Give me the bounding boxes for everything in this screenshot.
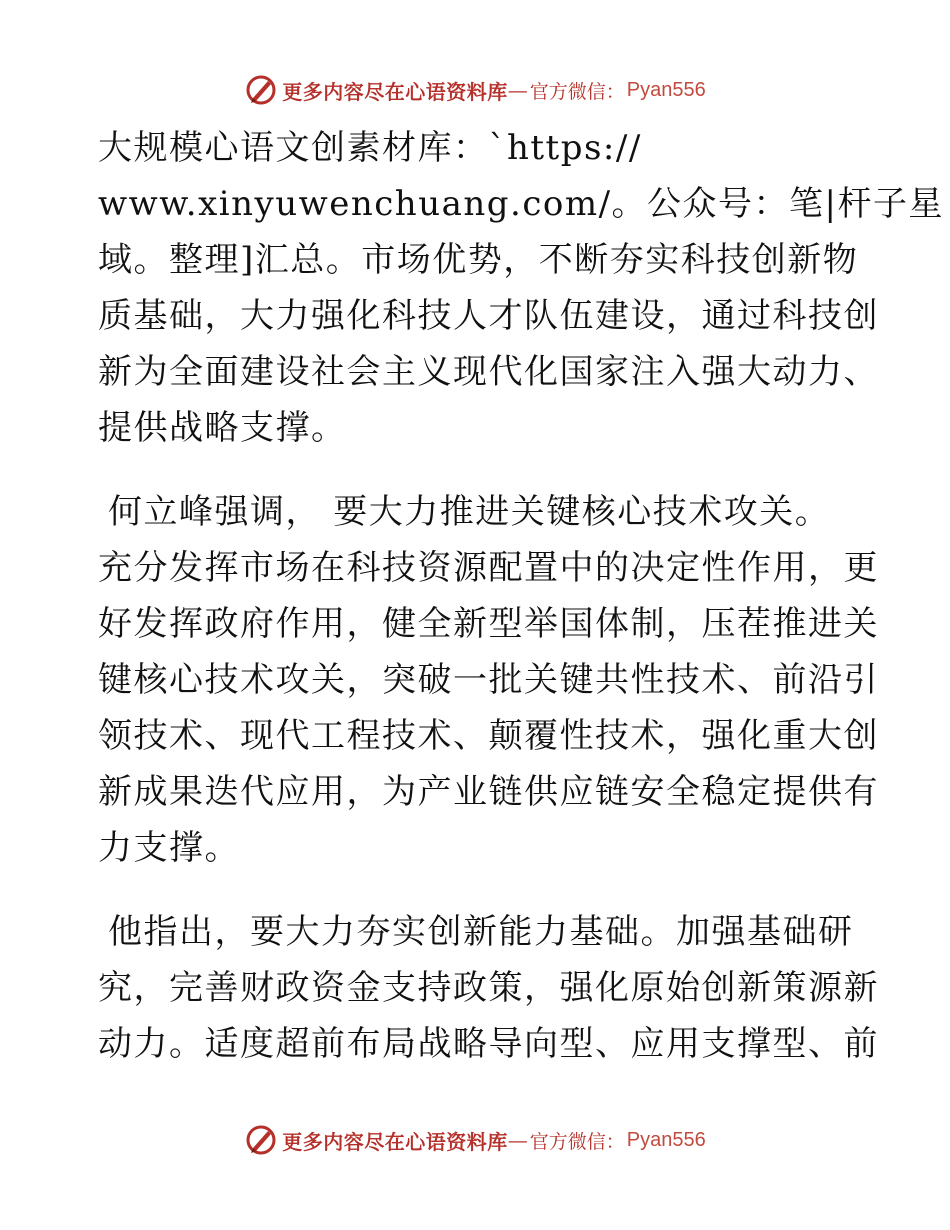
text-line: 何立峰强调， 要大力推进关键核心技术攻关。 — [108, 492, 831, 532]
text-line: 新为全面建设社会主义现代化国家注入强大动力、 — [98, 352, 879, 392]
text-line: 动力。适度超前布局战略导向型、应用支撑型、前 — [98, 1024, 879, 1064]
watermark-text: 更多内容尽在心语资料库 — [282, 1129, 508, 1154]
text-line: 键核心技术攻关，突破一批关键共性技术、前沿引 — [98, 660, 879, 700]
paragraph-gap — [98, 876, 858, 904]
text-line: 力支撑。 — [98, 828, 240, 868]
text-line: 充分发挥市场在科技资源配置中的决定性作用，更 — [98, 548, 879, 588]
watermark-dash: — — [507, 78, 528, 102]
text-line: 领技术、现代工程技术、颠覆性技术，强化重大创 — [98, 716, 879, 756]
text-line: 域。整理]汇总。市场优势，不断夯实科技创新物 — [98, 240, 859, 280]
text-line: 质基础，大力强化科技人才队伍建设，通过科技创 — [98, 296, 879, 336]
paragraph-gap — [98, 456, 858, 484]
text-line: 他指出，要大力夯实创新能力基础。加强基础研 — [108, 912, 854, 952]
watermark-text: 更多内容尽在心语资料库 — [282, 79, 508, 104]
watermark-wechat-id: Pyan556 — [626, 78, 706, 101]
text-line: 究，完善财政资金支持政策，强化原始创新策源新 — [98, 968, 879, 1008]
watermark-wechat-id: Pyan556 — [626, 1128, 706, 1151]
text-line: 新成果迭代应用，为产业链供应链安全稳定提供有 — [98, 772, 879, 812]
watermark-dash: — — [507, 1128, 528, 1152]
text-line: 好发挥政府作用，健全新型举国体制，压茬推进关 — [98, 604, 879, 644]
watermark-official-label: 官方微信： — [529, 1130, 625, 1153]
pen-logo-icon — [244, 73, 278, 107]
text-line: 大规模心语文创素材库：`https:// — [98, 128, 642, 168]
text-line: www.xinyuwenchuang.com/。公众号：笔|杆子星 — [98, 184, 944, 224]
text-line: 提供战略支撑。 — [98, 408, 347, 448]
header-watermark — [0, 70, 950, 110]
footer-watermark — [0, 1120, 950, 1160]
pen-logo-icon — [244, 1123, 278, 1157]
watermark-official-label: 官方微信： — [529, 80, 625, 103]
document-body — [98, 120, 944, 1072]
